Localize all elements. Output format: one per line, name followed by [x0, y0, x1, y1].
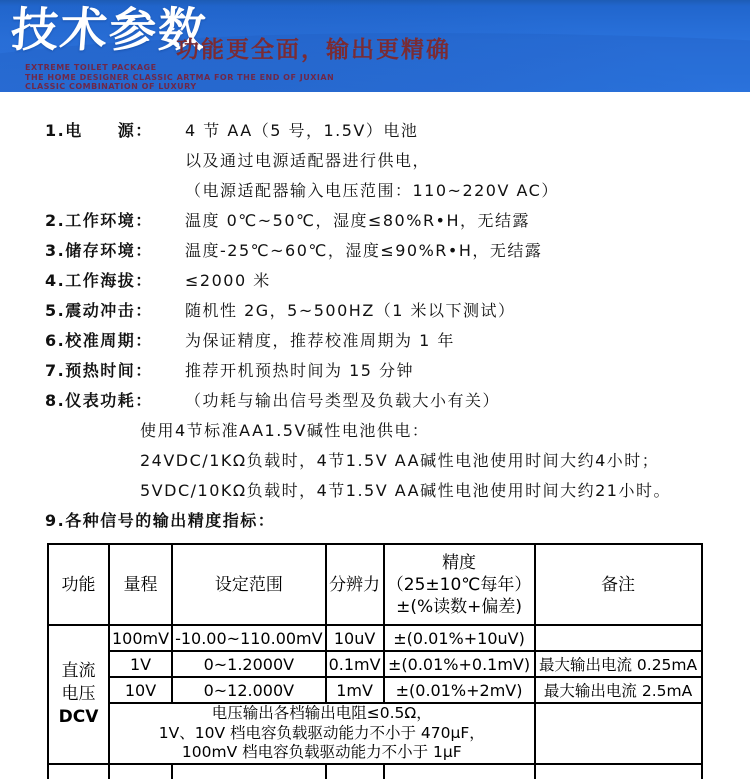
spec-label: 8.仪表功耗： — [45, 391, 153, 410]
spec-value: 推荐开机预热时间为 15 分钟 — [185, 361, 415, 380]
function-line-1: 直流 — [61, 660, 96, 681]
spec-label: 1.电 源： — [45, 121, 153, 140]
spec-label: 9.各种信号的输出精度指标： — [45, 511, 276, 530]
table-row-100mv — [48, 625, 702, 651]
merged-line-2: 1V、10V 档电容负载驱动能力不小于 470μF， — [158, 723, 485, 742]
spec-label: 5.震动冲击： — [45, 301, 153, 320]
header-function: 功能 — [48, 544, 109, 625]
header-accuracy-line-1: 精度 — [442, 552, 477, 573]
cell-accuracy: ±(0.01%+10uV) — [384, 625, 535, 651]
banner-tagline — [25, 63, 334, 92]
cell-cut — [48, 764, 109, 779]
spec-line-warmup — [45, 356, 735, 386]
banner-subtitle: 功能更全面，输出更精确 — [176, 37, 451, 63]
spec-value: 温度-25℃~60℃，湿度≤90%R•H，无结露 — [185, 241, 543, 260]
cell-range: 100mV — [109, 625, 172, 651]
spec-value: ≤2000 米 — [185, 271, 271, 290]
spec-line-storage-env — [45, 236, 735, 266]
cell-cut — [109, 764, 172, 779]
spec-line-altitude — [45, 266, 735, 296]
cell-cut — [535, 764, 702, 779]
spec-line-battery-note-3 — [45, 476, 735, 506]
cell-setting: 0~1.2000V — [172, 651, 326, 677]
banner — [0, 0, 750, 92]
spec-value: 温度 0℃~50℃，湿度≤80%R•H，无结露 — [185, 211, 531, 230]
table-row-cut-off — [48, 764, 702, 779]
cell-accuracy: ±(0.01%+2mV) — [384, 677, 535, 703]
table-row-output-notes — [48, 703, 702, 764]
spec-line-battery-note-1 — [45, 416, 735, 446]
function-line-2: 电压 — [61, 683, 96, 704]
merged-line-3: 100mV 档电容负载驱动能力不小于 1μF — [181, 743, 462, 761]
table-row-10v — [48, 677, 702, 703]
cell-range: 10V — [109, 677, 172, 703]
spec-line-power — [45, 116, 735, 146]
spec-value: 24VDC/1KΩ负载时，4节1.5V AA碱性电池使用时间大约4小时； — [140, 451, 660, 470]
table-row-1v — [48, 651, 702, 677]
cell-resolution: 0.1mV — [326, 651, 384, 677]
spec-line-calibration — [45, 326, 735, 356]
merged-line-1: 电压输出各档输出电阻≤0.5Ω， — [211, 704, 432, 722]
spec-value: （电源适配器输入电压范围：110~220V AC） — [185, 181, 559, 200]
cell-resolution: 1mV — [326, 677, 384, 703]
cell-accuracy: ±(0.01%+0.1mV) — [384, 651, 535, 677]
function-line-3: DCV — [58, 706, 99, 727]
header-notes: 备注 — [535, 544, 702, 625]
cell-setting: 0~12.000V — [172, 677, 326, 703]
spec-label: 6.校准周期： — [45, 331, 153, 350]
spec-value: 5VDC/10KΩ负载时，4节1.5V AA碱性电池使用时间大约21小时。 — [140, 481, 671, 500]
cell-merged-output-notes — [109, 703, 535, 764]
spec-value: 以及通过电源适配器进行供电， — [185, 151, 431, 170]
spec-value: 为保证精度，推荐校准周期为 1 年 — [185, 331, 455, 350]
spec-line-accuracy-heading — [45, 506, 735, 536]
spec-line-vibration — [45, 296, 735, 326]
spec-value: 4 节 AA（5 号，1.5V）电池 — [185, 121, 419, 140]
cell-setting: -10.00~110.00mV — [172, 625, 326, 651]
cell-cut — [172, 764, 326, 779]
spec-label: 4.工作海拔： — [45, 271, 153, 290]
spec-line-work-env — [45, 206, 735, 236]
tagline-line-3: CLASSIC COMBINATION OF LUXURY — [25, 82, 197, 91]
cell-cut — [326, 764, 384, 779]
spec-line-power-cont-1 — [45, 146, 735, 176]
cell-note — [535, 625, 702, 651]
spec-label: 7.预热时间： — [45, 361, 153, 380]
header-accuracy-line-3: ±(%读数+偏差) — [396, 596, 523, 617]
header-setting-range: 设定范围 — [172, 544, 326, 625]
spec-line-battery-note-2 — [45, 446, 735, 476]
table-header-row — [48, 544, 702, 625]
header-accuracy-line-2: （25±10℃每年） — [386, 574, 532, 595]
cell-resolution: 10uV — [326, 625, 384, 651]
spec-value: 使用4节标准AA1.5V碱性电池供电： — [140, 421, 430, 440]
cell-note-empty — [535, 703, 702, 764]
cell-range: 1V — [109, 651, 172, 677]
header-range: 量程 — [109, 544, 172, 625]
tagline-line-1: EXTREME TOILET PACKAGE — [25, 63, 157, 72]
accuracy-table — [47, 543, 703, 779]
banner-title: 技术参数 — [9, 3, 209, 58]
spec-list — [45, 116, 735, 536]
spec-line-power-cont-2 — [45, 176, 735, 206]
spec-value: （功耗与输出信号类型及负载大小有关） — [185, 391, 501, 410]
spec-label: 2.工作环境： — [45, 211, 153, 230]
cell-function-dcv — [48, 625, 109, 764]
header-accuracy — [384, 544, 535, 625]
header-resolution: 分辨力 — [326, 544, 384, 625]
tagline-line-2: THE HOME DESIGNER CLASSIC ARTMA FOR THE END OF JUXIAN — [25, 72, 335, 82]
spec-value: 随机性 2G，5~500HZ（1 米以下测试） — [185, 301, 516, 320]
cell-cut — [384, 764, 535, 779]
spec-label: 3.储存环境： — [45, 241, 153, 260]
spec-line-consumption — [45, 386, 735, 416]
cell-note: 最大输出电流 2.5mA — [535, 677, 702, 703]
cell-note: 最大输出电流 0.25mA — [535, 651, 702, 677]
